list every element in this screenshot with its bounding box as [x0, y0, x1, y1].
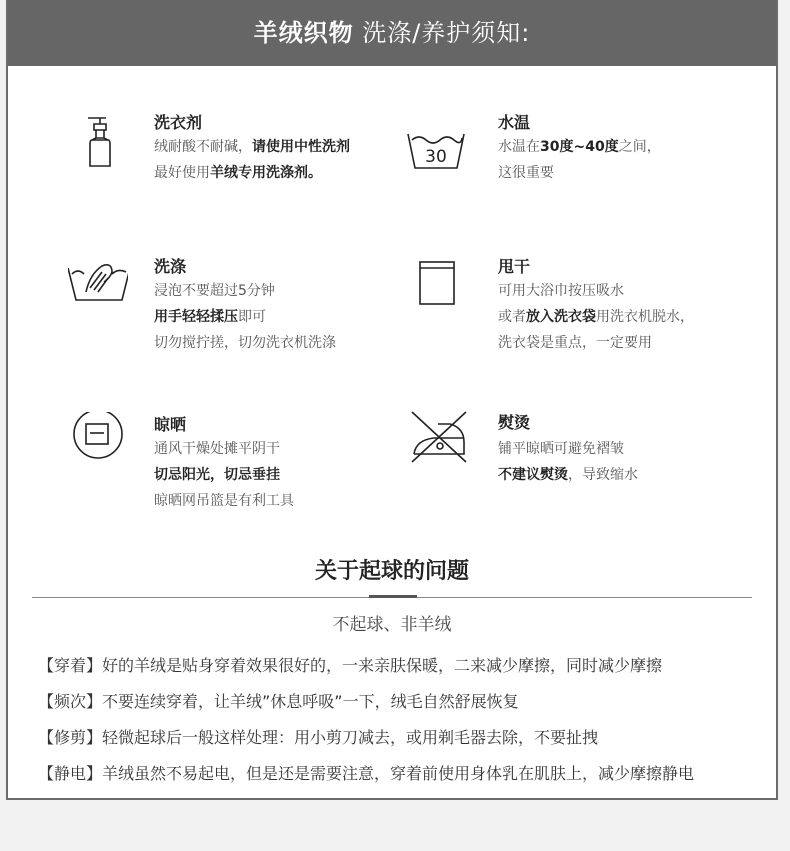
- care-text-emphasis: 不建议熨烫: [498, 467, 568, 483]
- care-text: 用洗衣机脱水，: [596, 309, 694, 325]
- care-line: [154, 136, 350, 156]
- care-text: 洗衣袋是重点，一定要用: [498, 335, 652, 351]
- care-line: [498, 162, 554, 182]
- care-text: 浸泡不要超过5分钟: [154, 283, 275, 299]
- care-text: 晾晒网吊篮是有利工具: [154, 493, 294, 509]
- care-text: 最好使用: [154, 165, 210, 181]
- care-line: [154, 280, 275, 300]
- care-line: [154, 438, 280, 458]
- care-text: 通风干燥处摊平阴干: [154, 441, 280, 457]
- care-text: 切勿搅拧搓，切勿洗衣机洗涤: [154, 335, 336, 351]
- care-line: [154, 162, 322, 182]
- care-title: 洗涤: [154, 257, 187, 276]
- header-title-bold: 羊绒织物: [253, 19, 354, 47]
- page-header: [8, 0, 776, 66]
- care-text-emphasis: 请使用中性洗剂: [252, 139, 350, 155]
- care-text: ，导致缩水: [568, 467, 638, 483]
- care-title: 洗衣剂: [154, 113, 203, 132]
- pilling-subtitle: 不起球、非羊绒: [332, 615, 452, 635]
- wash-tub-30-icon: [406, 110, 466, 170]
- care-line: [498, 332, 652, 352]
- care-title: 水温: [498, 113, 531, 132]
- care-text: 铺平晾晒可避免褶皱: [498, 441, 624, 457]
- care-line: [498, 464, 638, 484]
- care-text: 可用大浴巾按压吸水: [498, 283, 624, 299]
- care-title: 晾晒: [154, 415, 187, 434]
- header-title-light: 洗涤/养护须知:: [353, 19, 531, 47]
- section-divider-accent: [369, 595, 417, 598]
- care-line: [498, 136, 661, 156]
- care-text-emphasis: 放入洗衣袋: [526, 309, 596, 325]
- care-text: 水温在: [498, 139, 540, 155]
- care-title: 熨烫: [498, 413, 531, 432]
- no-iron-icon: [410, 410, 470, 470]
- pilling-tip-static: 【静电】羊绒虽然不易起电，但是还是需要注意，穿着前使用身体乳在肌肤上，减少摩擦静电: [38, 764, 695, 783]
- care-text: 之间，: [618, 139, 661, 155]
- care-text: 即可: [238, 309, 266, 325]
- care-line: [498, 306, 694, 326]
- pilling-tip-trimming: 【修剪】轻微起球后一般这样处理：用小剪刀减去，或用剃毛器去除，不要扯拽: [38, 728, 599, 747]
- pilling-section-title: 关于起球的问题: [314, 559, 469, 584]
- care-line: [154, 306, 266, 326]
- care-line: [154, 332, 336, 352]
- care-text: 这很重要: [498, 165, 554, 181]
- pilling-tip-wearing: 【穿着】好的羊绒是贴身穿着效果很好的，一来亲肤保暖，二来减少摩擦，同时减少摩擦: [38, 656, 663, 675]
- care-line: [154, 490, 294, 510]
- care-line: [498, 280, 624, 300]
- hand-wash-icon: [68, 254, 128, 314]
- care-text: 或者: [498, 309, 526, 325]
- care-text-emphasis: 30度~40度: [540, 139, 619, 155]
- pilling-tip-frequency: 【频次】不要连续穿着，让羊绒”休息呼吸”一下，绒毛自然舒展恢复: [38, 692, 519, 711]
- care-line: [154, 464, 280, 484]
- care-instructions-panel: [6, 0, 778, 800]
- spin-dry-icon: [412, 254, 472, 314]
- care-text-emphasis: 羊绒专用洗涤剂。: [210, 165, 322, 181]
- care-text: 绒耐酸不耐碱，: [154, 139, 252, 155]
- wash-temperature-label: 30: [425, 147, 447, 167]
- care-title: 甩干: [498, 257, 531, 276]
- detergent-bottle-icon: [76, 110, 136, 170]
- dry-flat-icon: [70, 412, 130, 472]
- care-text-emphasis: 切忌阳光，切忌垂挂: [154, 467, 280, 483]
- care-text-emphasis: 用手轻轻揉压: [154, 309, 238, 325]
- care-line: [498, 438, 624, 458]
